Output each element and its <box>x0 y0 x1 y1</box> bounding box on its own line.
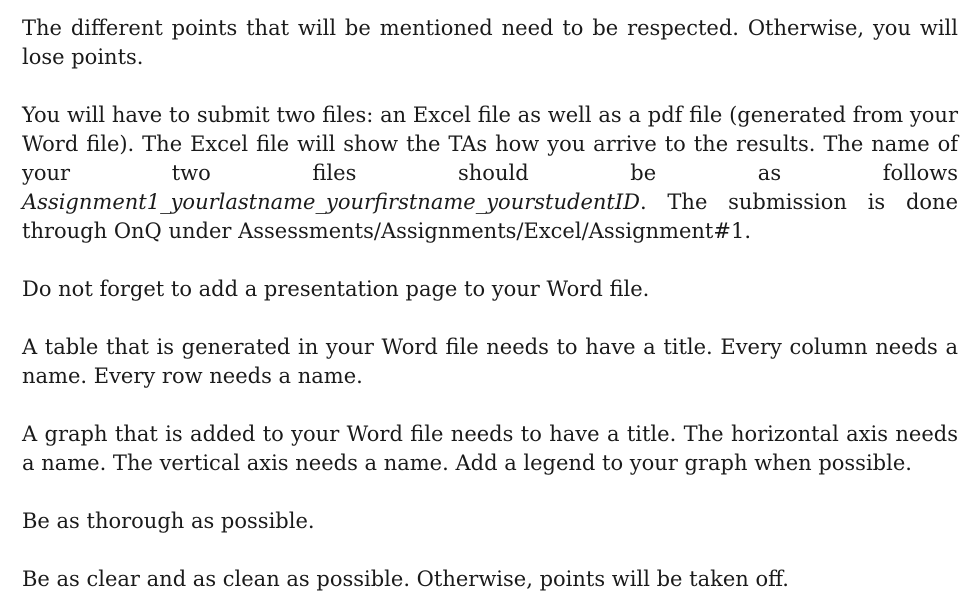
assignment-instructions <box>22 14 958 594</box>
submission-text-before: You will have to submit two files: an Excel file as well as a pdf file (generated from your Word file). The Excel file will show the TAs how you arrive to the results. The name of your two files should be as follows <box>22 103 958 185</box>
paragraph-graph-rules: A graph that is added to your Word file needs to have a title. The horizontal axis needs a name. The vertical axis needs a name. Add a legend to your graph when possible. <box>22 422 958 475</box>
paragraph-thorough: Be as thorough as possible. <box>22 509 315 533</box>
paragraph-clear-clean: Be as clear and as clean as possible. Otherwise, points will be taken off. <box>22 567 789 591</box>
paragraph-table-rules: A table that is generated in your Word file needs to have a title. Every column needs a name. Every row needs a name. <box>22 335 958 388</box>
paragraph-presentation-page: Do not forget to add a presentation page to your Word file. <box>22 277 650 301</box>
submission-text-after: . The submission is done through OnQ under Assessments/Assignments/Excel/Assignment#1. <box>22 190 958 243</box>
paragraph-respect-points: The different points that will be mentioned need to be respected. Otherwise, you will lose points. <box>22 16 958 69</box>
filename-format: Assignment1_yourlastname_yourfirstname_yourstudentID <box>22 190 640 214</box>
paragraph-submission-files <box>22 101 958 246</box>
